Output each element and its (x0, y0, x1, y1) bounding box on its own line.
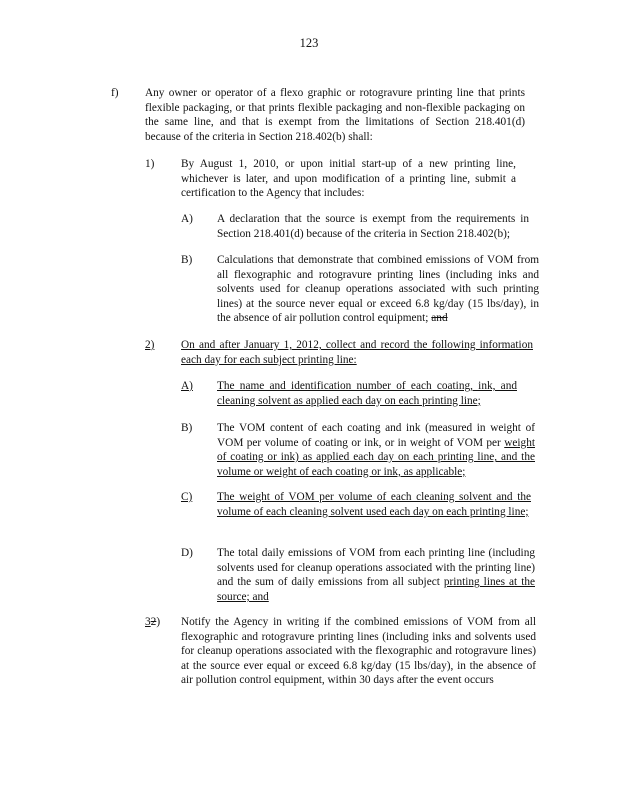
item-1b-label: B) (181, 254, 193, 266)
item-2a-text: The name and identification number of each coating, ink, and cleaning solvent as applied each day on each printing line; (217, 380, 517, 407)
item-1-label: 1) (145, 158, 155, 170)
item-2b-label: B) (181, 422, 193, 434)
item-3-text: Notify the Agency in writing if the combined emissions of VOM from all flexographic and rotogravure printing lines (including inks and solvents used for cleanup operations associated with the flexographic and rotogravure lines) at the source ever equal or exceed 6.8 kg/day (15 lbs/day), in the absence of air pollution control equipment, within 30 days after the event occurs (181, 616, 536, 687)
item-1-text: By August 1, 2010, or upon initial start-up of a new printing line, whichever is later, and upon modification of a printing line, submit a certification to the Agency that includes: (181, 158, 516, 200)
item-3-label: 32) (145, 616, 161, 628)
item-2-label: 2) (145, 339, 155, 351)
item-f-label: f) (111, 87, 119, 99)
item-2d-label: D) (181, 547, 193, 559)
item-1a-text: A declaration that the source is exempt from the requirements in Section 218.401(d) because of the criteria in Section 218.402(b); (217, 213, 529, 240)
item-1a-label: A) (181, 213, 193, 225)
item-2-text: On and after January 1, 2012, collect and record the following information each day for each subject printing line: (181, 339, 533, 366)
struck-and: and (431, 312, 448, 325)
item-2c-label: C) (181, 491, 193, 503)
item-2a-label: A) (181, 380, 193, 392)
item-2b-text: The VOM content of each coating and ink (measured in weight of VOM per volume of coating or ink, or in weight of VOM per weight of coating or ink) as applied each day on each printing line, and the volume or weight of each coating or ink, as applicable; (217, 422, 535, 478)
item-1b-text: Calculations that demonstrate that combined emissions of VOM from all flexographic and rotogravure printing lines (including inks and solvents used for cleanup operations associated with such printing lines) at the source never equal or exceed 6.8 kg/day (15 lbs/day), in the absence of air pollution control equipment; and (217, 254, 539, 325)
item-2d-text: The total daily emissions of VOM from each printing line (including solvents used for cleanup operations associated with the printing line) and the sum of daily emissions from all subject printing lines at the source; and (217, 547, 535, 603)
page-number: 123 (299, 36, 319, 50)
item-2c-text: The weight of VOM per volume of each cleaning solvent and the volume of each cleaning solvent used each day on each printing line; (217, 491, 531, 518)
item-f-text: Any owner or operator of a flexo graphic or rotogravure printing line that prints flexible packaging, or that prints flexible packaging and non-flexible packaging on the same line, and that is exempt from the limitations of Section 218.401(d) because of the criteria in Section 218.402(b) shall: (145, 87, 525, 143)
